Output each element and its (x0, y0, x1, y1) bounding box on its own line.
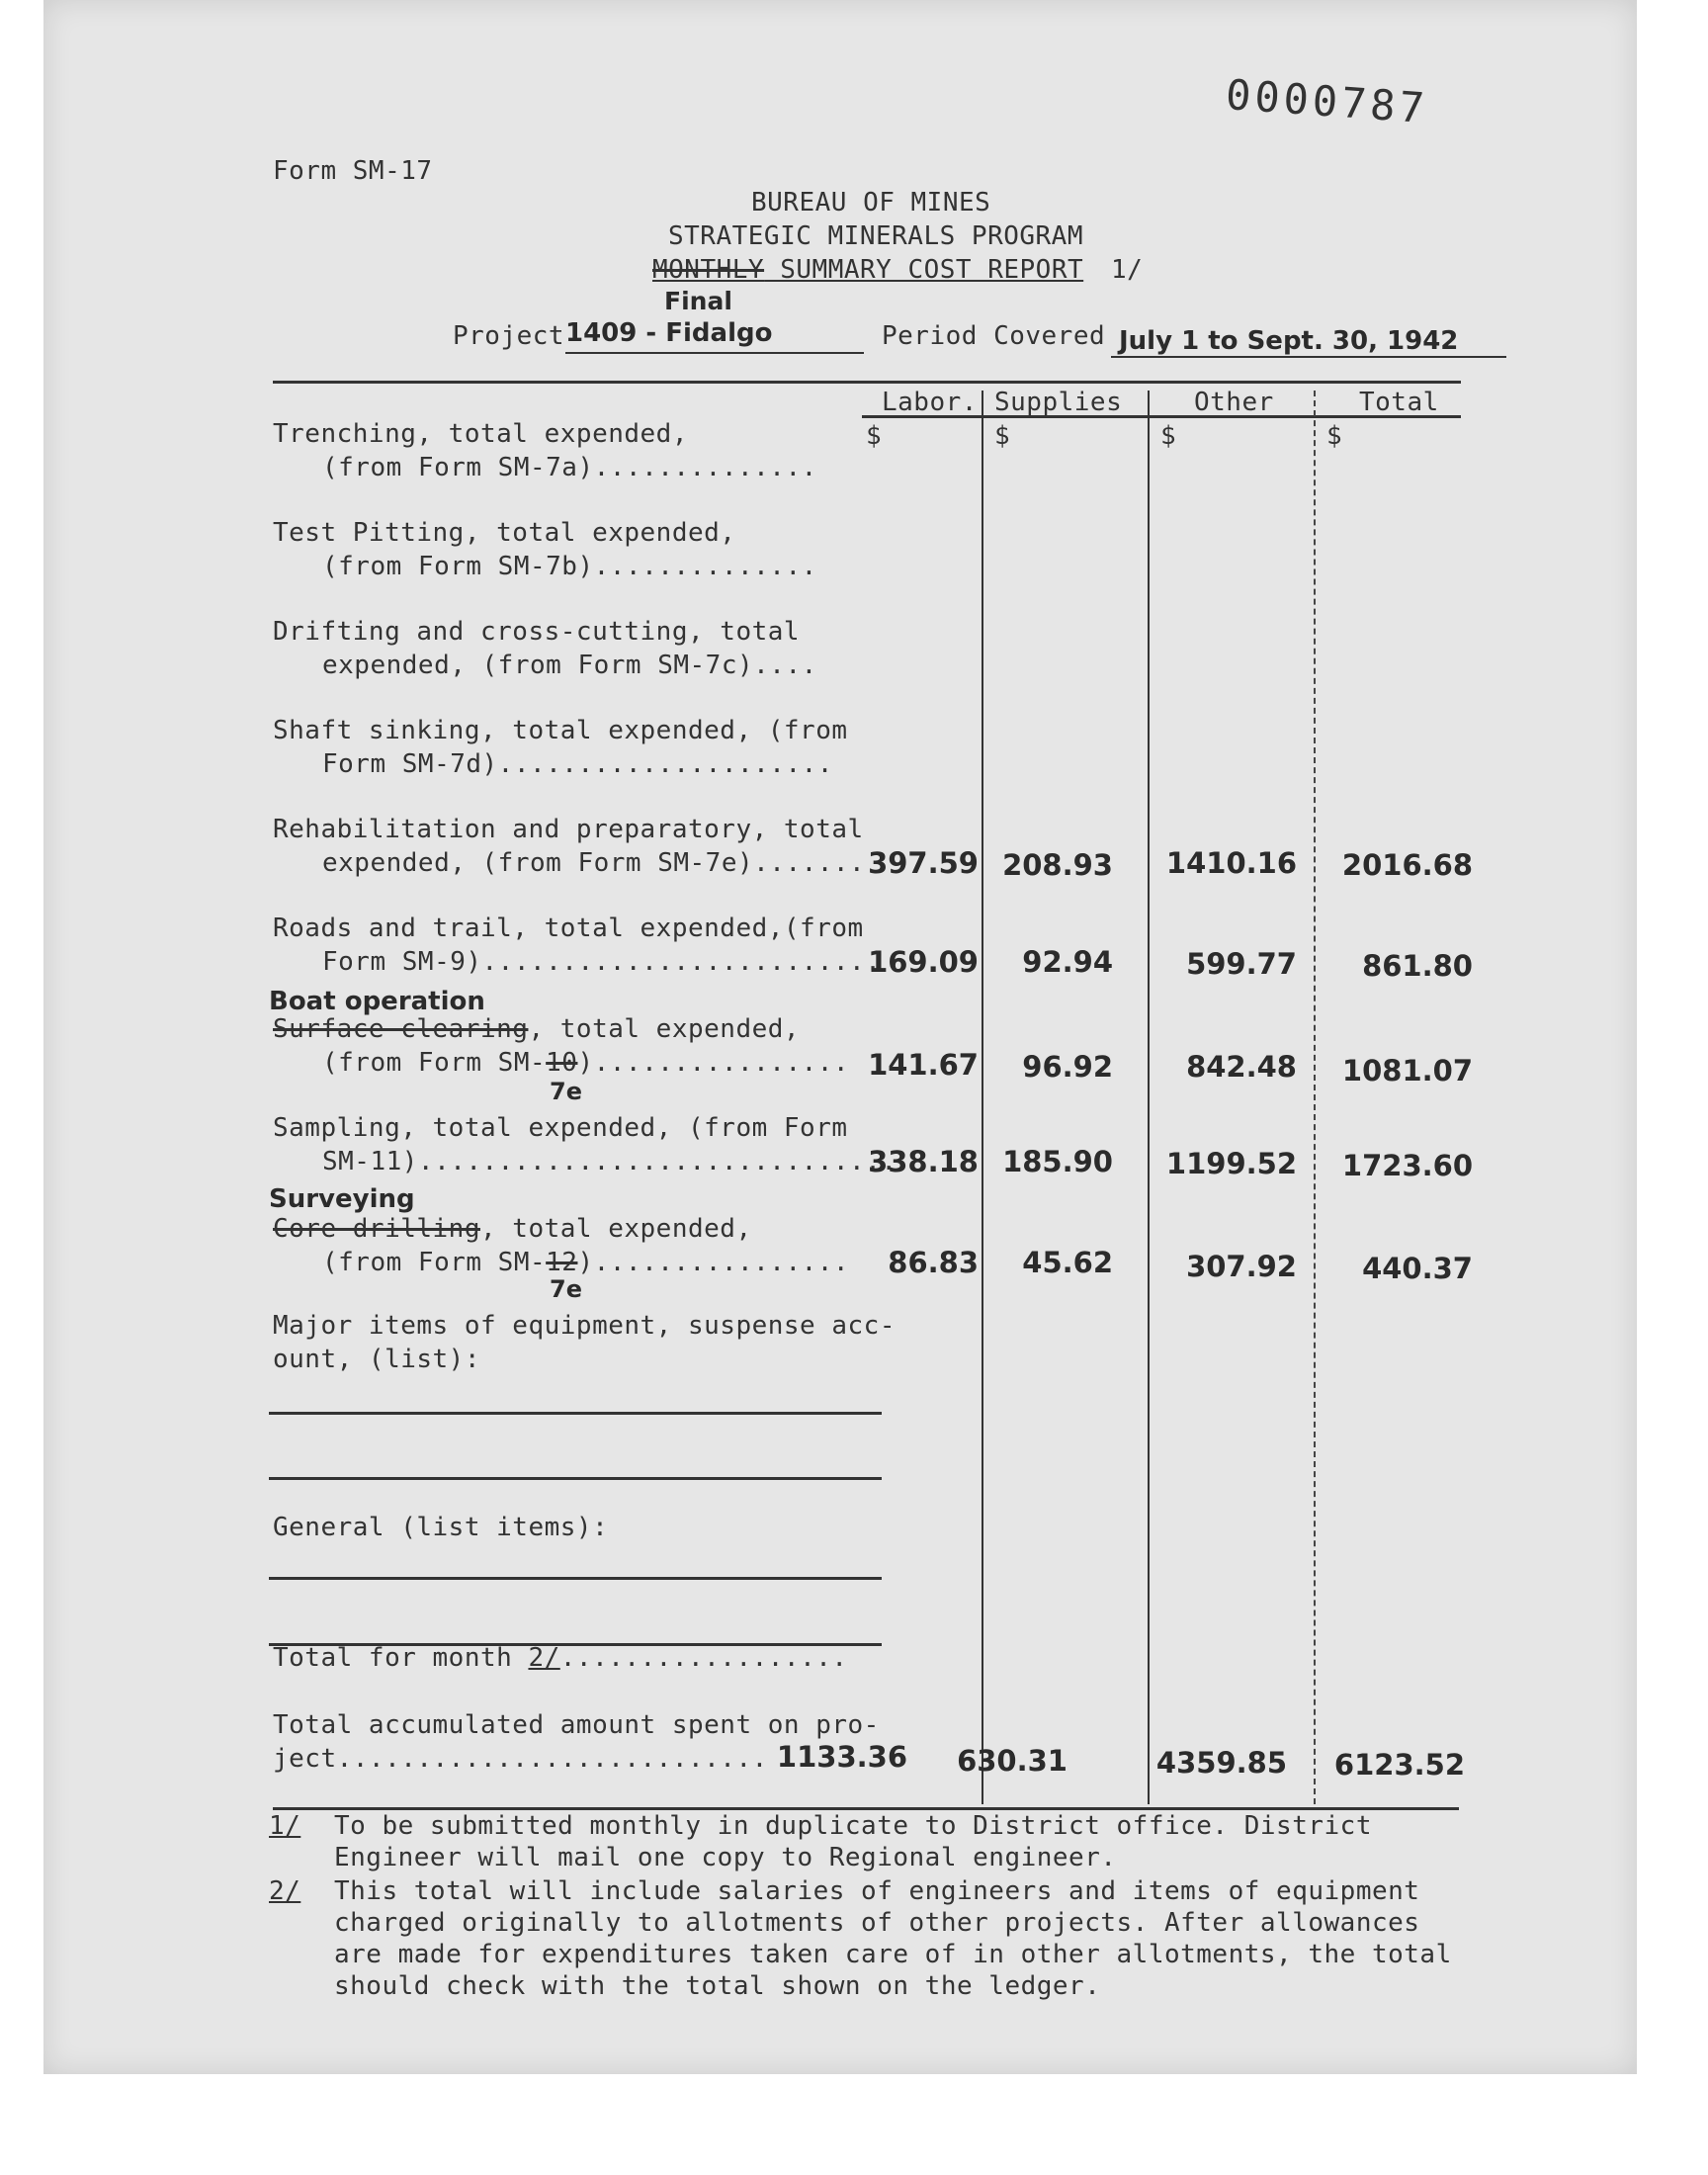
footnote-1-line2: Engineer will mail one copy to Regional engineer. (334, 1843, 1117, 1872)
header-report-note: 1/ (1111, 255, 1144, 285)
row-roads-line1: Roads and trail, total expended,(from (273, 914, 864, 943)
accumulated-supplies: 630.31 (957, 1744, 1068, 1778)
rehabilitation-labor: 397.59 (868, 846, 979, 880)
document-number: 0000787 (1224, 69, 1430, 133)
boat-operation-form-prefix: (from Form SM- (322, 1048, 547, 1078)
accumulated-labor: 1133.36 (776, 1740, 907, 1774)
equipment-line1: Major items of equipment, suspense acc- (273, 1311, 896, 1341)
total-for-month-label: Total for month (273, 1643, 529, 1673)
row-rehabilitation-line1: Rehabilitation and preparatory, total (273, 815, 864, 844)
footnote-2-line3: are made for expenditures taken care of in other allotments, the total (334, 1940, 1452, 1969)
surveying-other: 307.92 (1186, 1250, 1297, 1283)
project-underline (565, 352, 864, 354)
surveying-total: 440.37 (1362, 1252, 1473, 1285)
total-for-month (273, 1643, 848, 1673)
roads-labor: 169.09 (868, 945, 979, 979)
column-header-labor: Labor. (882, 388, 978, 417)
accumulated-line2: ject........................... (273, 1744, 768, 1774)
general-blank-line-1 (269, 1577, 882, 1580)
row-drifting-line2: expended, (from Form SM-7c).... (322, 651, 817, 680)
accumulated-line1: Total accumulated amount spent on pro- (273, 1710, 880, 1740)
rehabilitation-supplies: 208.93 (1002, 848, 1113, 882)
sampling-labor: 338.18 (868, 1145, 979, 1178)
period-value: July 1 to Sept. 30, 1942 (1119, 326, 1459, 356)
footnote-1-mark: 1/ (269, 1811, 301, 1841)
header-report-title (652, 255, 1083, 285)
row-sampling-line1: Sampling, total expended, (from Form (273, 1113, 848, 1143)
sampling-total: 1723.60 (1341, 1149, 1473, 1182)
roads-total: 861.80 (1362, 949, 1473, 983)
surveying-insert: Surveying (269, 1184, 415, 1214)
surveying-labor: 86.83 (888, 1246, 979, 1279)
rehabilitation-total: 2016.68 (1341, 848, 1473, 882)
footnote-1-line1: To be submitted monthly in duplicate to District office. District (334, 1811, 1372, 1841)
roads-other: 599.77 (1186, 947, 1297, 981)
footnote-2-line2: charged originally to allotments of other projects. After allowances (334, 1908, 1420, 1938)
struck-form-10: 10 (546, 1048, 578, 1078)
struck-surface-clearing: Surface clearing (273, 1014, 529, 1044)
period-label: Period Covered (882, 321, 1106, 351)
sampling-supplies: 185.90 (1002, 1145, 1113, 1178)
header-program: STRATEGIC MINERALS PROGRAM (668, 221, 1083, 251)
footnote-2-line4: should check with the total shown on the ledger. (334, 1971, 1101, 2001)
report-title-text: SUMMARY COST REPORT (764, 255, 1084, 285)
surveying-form-insert: 7e (550, 1275, 582, 1303)
row-boat-operation-line1 (273, 1014, 800, 1044)
equipment-blank-line-2 (269, 1477, 882, 1480)
row-shaft-sinking-line1: Shaft sinking, total expended, (from (273, 716, 848, 745)
row-surveying-line1 (273, 1214, 752, 1244)
row-shaft-sinking-line2: Form SM-7d)..................... (322, 749, 833, 779)
surveying-text: , total expended, (480, 1214, 752, 1244)
form-id: Form SM-17 (273, 156, 433, 186)
surveying-supplies: 45.62 (1022, 1246, 1113, 1279)
boat-operation-form-suffix: )................ (577, 1048, 850, 1078)
footnote-2-line1: This total will include salaries of engineers and items of equipment (334, 1876, 1420, 1906)
row-boat-operation-line2 (322, 1048, 849, 1078)
boat-operation-supplies: 96.92 (1022, 1050, 1113, 1084)
total-for-month-dots: .................. (559, 1643, 848, 1673)
column-divider-3 (1314, 391, 1316, 1804)
boat-operation-text: , total expended, (528, 1014, 801, 1044)
column-header-supplies: Supplies (994, 388, 1123, 417)
row-sampling-line2: SM-11).............................. (322, 1147, 897, 1176)
struck-form-12: 12 (546, 1248, 578, 1277)
footnote-2-mark: 2/ (269, 1876, 301, 1906)
rehabilitation-other: 1410.16 (1165, 846, 1297, 880)
header-bureau: BUREAU OF MINES (751, 188, 991, 218)
boat-operation-labor: 141.67 (868, 1048, 979, 1082)
column-divider-1 (982, 391, 983, 1804)
row-test-pitting-line1: Test Pitting, total expended, (273, 518, 736, 548)
project-label: Project (453, 321, 565, 351)
row-trenching-line1: Trenching, total expended, (273, 419, 688, 449)
equipment-line2: ount, (list): (273, 1345, 480, 1374)
boat-operation-form-insert: 7e (550, 1078, 582, 1105)
dollar-sign-total: $ (1326, 421, 1343, 451)
accumulated-total: 6123.52 (1333, 1748, 1465, 1782)
dollar-sign-supplies: $ (994, 421, 1011, 451)
dollar-sign-labor: $ (866, 421, 883, 451)
struck-core-drilling: Core drilling (273, 1214, 480, 1244)
boat-operation-other: 842.48 (1186, 1050, 1297, 1084)
row-drifting-line1: Drifting and cross-cutting, total (273, 617, 801, 647)
project-value: 1409 - Fidalgo (565, 318, 773, 348)
period-underline (1111, 356, 1506, 358)
struck-monthly: MONTHLY (652, 255, 765, 285)
roads-supplies: 92.94 (1022, 945, 1113, 979)
sampling-other: 1199.52 (1165, 1147, 1297, 1180)
table-top-rule (273, 381, 1461, 384)
row-test-pitting-line2: (from Form SM-7b).............. (322, 552, 817, 581)
column-divider-2 (1148, 391, 1150, 1804)
final-insert: Final (664, 287, 732, 315)
row-trenching-line2: (from Form SM-7a).............. (322, 453, 817, 482)
row-surveying-line2 (322, 1248, 849, 1277)
row-rehabilitation-line2: expended, (from Form SM-7e)....... (322, 848, 866, 878)
column-header-total: Total (1359, 388, 1439, 417)
column-header-other: Other (1194, 388, 1274, 417)
equipment-blank-line-1 (269, 1412, 882, 1415)
general-label: General (list items): (273, 1513, 609, 1542)
accumulated-other: 4359.85 (1155, 1746, 1287, 1780)
boat-operation-insert: Boat operation (269, 987, 485, 1016)
dollar-sign-other: $ (1160, 421, 1177, 451)
surveying-form-suffix: )................ (577, 1248, 850, 1277)
row-roads-line2: Form SM-9)......................... (322, 947, 882, 977)
boat-operation-total: 1081.07 (1341, 1054, 1473, 1088)
surveying-form-prefix: (from Form SM- (322, 1248, 547, 1277)
table-bottom-rule (273, 1807, 1459, 1810)
total-for-month-note: 2/ (528, 1643, 560, 1673)
